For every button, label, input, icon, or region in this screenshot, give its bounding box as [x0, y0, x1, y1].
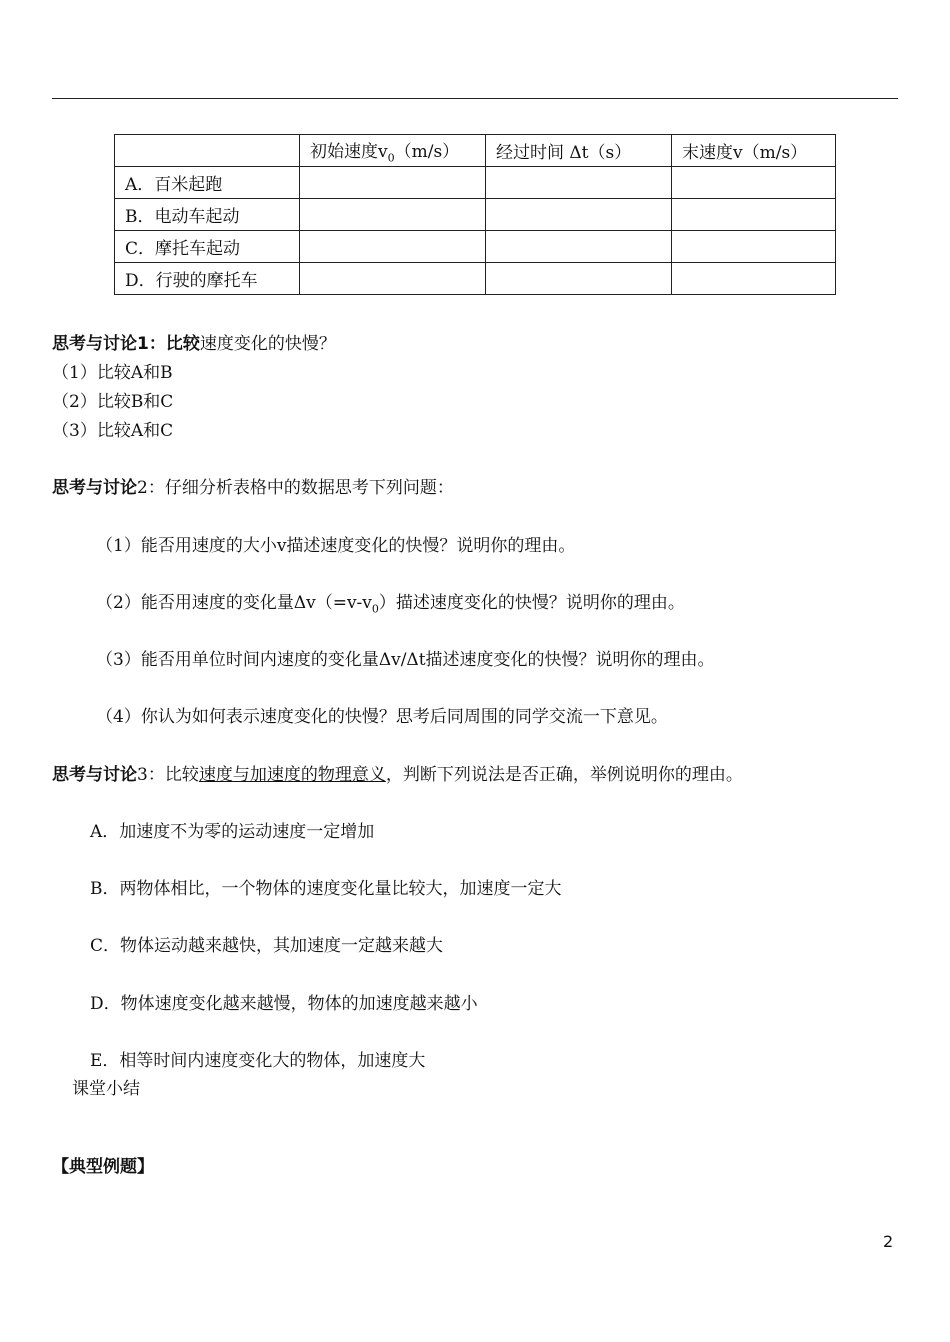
table-cell: [300, 199, 486, 231]
table-row: [115, 199, 836, 231]
table-cell: [672, 231, 836, 263]
table-row: [115, 263, 836, 295]
table-cell: [672, 167, 836, 199]
table-cell: [486, 231, 672, 263]
discussion-1-item: （2）比较B和C: [52, 392, 174, 412]
table-cell: [486, 167, 672, 199]
table-cell: [672, 263, 836, 295]
table-cell: C．摩托车起动: [115, 231, 300, 263]
table-cell: [300, 167, 486, 199]
table-header-elapsed-time: 经过时间 Δt（s）: [486, 135, 672, 167]
discussion-1-item: （3）比较A和C: [52, 421, 174, 441]
table-header-initial-speed: 初始速度$v_0(m/s)$: [300, 135, 486, 167]
page-number: 2: [883, 1232, 894, 1251]
table-cell: A．百米起跑: [115, 167, 300, 199]
table-header-final-speed: 末速度v（m/s）: [672, 135, 836, 167]
discussion-2-question-4: （4）你认为如何表示速度变化的快慢？思考后同周围的同学交流一下意见。: [96, 707, 668, 727]
table-cell: [486, 199, 672, 231]
discussion-2-title: 思考与讨论2：仔细分析表格中的数据思考下列问题：: [52, 478, 454, 498]
discussion-3-option: C．物体运动越来越快，其加速度一定越来越大: [90, 936, 444, 956]
table-row: [115, 167, 836, 199]
table-cell: [300, 263, 486, 295]
example-heading: 【典型例题】: [52, 1157, 154, 1177]
discussion-3-option: E．相等时间内速度变化大的物体，加速度大: [90, 1051, 426, 1071]
discussion-2-question-3: （3）能否用单位时间内速度的变化量Δv/Δt描述速度变化的快慢？说明你的理由。: [96, 650, 715, 670]
data-table: [114, 134, 836, 295]
discussion-3-option: D．物体速度变化越来越慢，物体的加速度越来越小: [90, 994, 478, 1014]
discussion-3-option: A．加速度不为零的运动速度一定增加: [90, 822, 375, 842]
table-cell: B．电动车起动: [115, 199, 300, 231]
table-header-row: [115, 135, 836, 167]
table-cell: D．行驶的摩托车: [115, 263, 300, 295]
discussion-2-question-1: （1）能否用速度的大小v描述速度变化的快慢？说明你的理由。: [96, 536, 576, 556]
table-cell: [486, 263, 672, 295]
discussion-1-title: 思考与讨论1：比较速度变化的快慢？: [52, 334, 336, 354]
class-summary-heading: 课堂小结: [72, 1079, 140, 1099]
discussion-1-item: （1）比较A和B: [52, 363, 173, 383]
table-cell: [672, 199, 836, 231]
table-header-cell: [115, 135, 300, 167]
header-rule: [52, 98, 898, 99]
table-row: [115, 231, 836, 263]
discussion-3-title: 思考与讨论3：比较速度与加速度的物理意义，判断下列说法是否正确，举例说明你的理由。: [52, 765, 743, 785]
discussion-2-question-2: （2）能否用速度的变化量$\Delta v(=v-v_0)$描述速度变化的快慢？说明你的理由。: [96, 593, 685, 616]
discussion-3-option: B．两物体相比，一个物体的速度变化量比较大，加速度一定大: [90, 879, 562, 899]
table-cell: [300, 231, 486, 263]
